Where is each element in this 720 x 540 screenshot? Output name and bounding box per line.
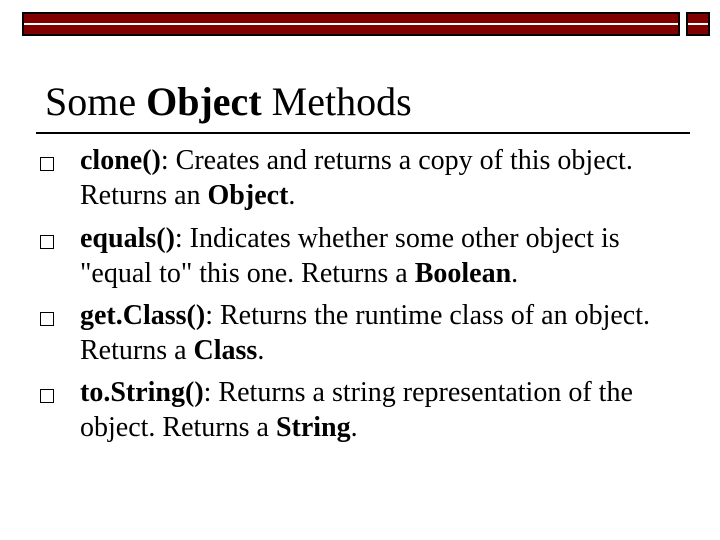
bullet-item-getclass bbox=[40, 299, 680, 368]
hollow-square-icon bbox=[40, 389, 54, 403]
bullet-item-clone bbox=[40, 144, 680, 213]
bullet-return-type: Boolean bbox=[414, 257, 512, 289]
header-decoration-square-line bbox=[688, 23, 708, 25]
bullet-text: : Returns the runtime class of an object. Returns a bbox=[80, 300, 650, 366]
bullet-method: get.Class() bbox=[80, 300, 206, 331]
header-decoration-bar-fill bbox=[22, 12, 680, 36]
bullet-return-type: String bbox=[275, 411, 351, 443]
bullet-text: : Creates and returns a copy of this object. Returns an bbox=[80, 145, 633, 211]
bullet-end: . bbox=[350, 411, 358, 443]
slide-title-before: Some bbox=[45, 79, 147, 124]
bullet-method: equals() bbox=[80, 223, 175, 254]
slide-title bbox=[45, 76, 412, 128]
header-decoration-square bbox=[686, 12, 710, 36]
hollow-square-icon bbox=[40, 157, 54, 171]
bullet-method: to.String() bbox=[80, 377, 204, 408]
bullet-item-equals bbox=[40, 222, 680, 291]
slide-title-after: Methods bbox=[261, 79, 412, 124]
bullet-text: : Indicates whether some other object is "equal to" this one. Returns a bbox=[80, 223, 620, 289]
title-underline bbox=[36, 132, 690, 134]
bullet-return-type: Class bbox=[193, 334, 258, 366]
bullet-end: . bbox=[257, 334, 265, 366]
slide-title-bold: Object bbox=[146, 79, 262, 124]
bullet-method: clone() bbox=[80, 145, 161, 176]
bullet-end: . bbox=[511, 257, 519, 289]
bullet-text: : Returns a string representation of the object. Returns a bbox=[80, 377, 633, 443]
hollow-square-icon bbox=[40, 312, 54, 326]
bullet-return-type: Object bbox=[207, 179, 289, 211]
bullet-end: . bbox=[288, 179, 296, 211]
hollow-square-icon bbox=[40, 235, 54, 249]
header-decoration-bar bbox=[22, 12, 680, 36]
bullet-item-tostring bbox=[40, 376, 680, 445]
bullet-list bbox=[40, 144, 680, 453]
